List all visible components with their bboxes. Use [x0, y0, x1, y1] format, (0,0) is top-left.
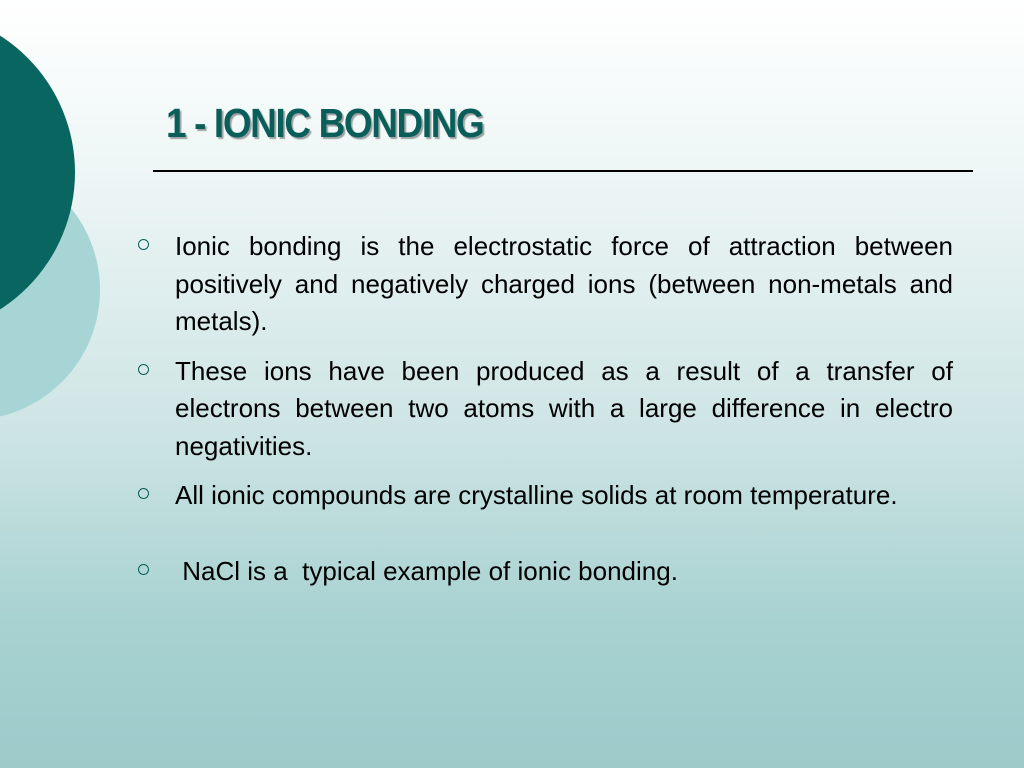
bullet-text: NaCl is a typical example of ionic bonding.: [175, 555, 678, 586]
slide-title: 1 - IONIC BONDING: [166, 100, 484, 146]
bullet-item: [135, 228, 961, 341]
bullet-icon: [138, 564, 149, 575]
bullet-item: [135, 477, 953, 515]
title-divider: [153, 170, 973, 172]
bullet-item: [135, 553, 953, 591]
bullet-text: All ionic compounds are crystalline solids at room temperature.: [175, 480, 898, 510]
bullet-text: These ions have been produced as a result of a transfer of electrons between two atoms with a large difference in electro negativities.: [175, 355, 961, 461]
bullet-item: [135, 353, 961, 466]
bullet-text: Ionic bonding is the electrostatic force of attraction between positively and negatively charged ions (between non-metals and metals).: [175, 231, 961, 336]
bullet-list: [135, 228, 961, 602]
bullet-icon: [138, 239, 149, 250]
bullet-icon: [138, 488, 149, 499]
bullet-icon: [138, 364, 149, 375]
